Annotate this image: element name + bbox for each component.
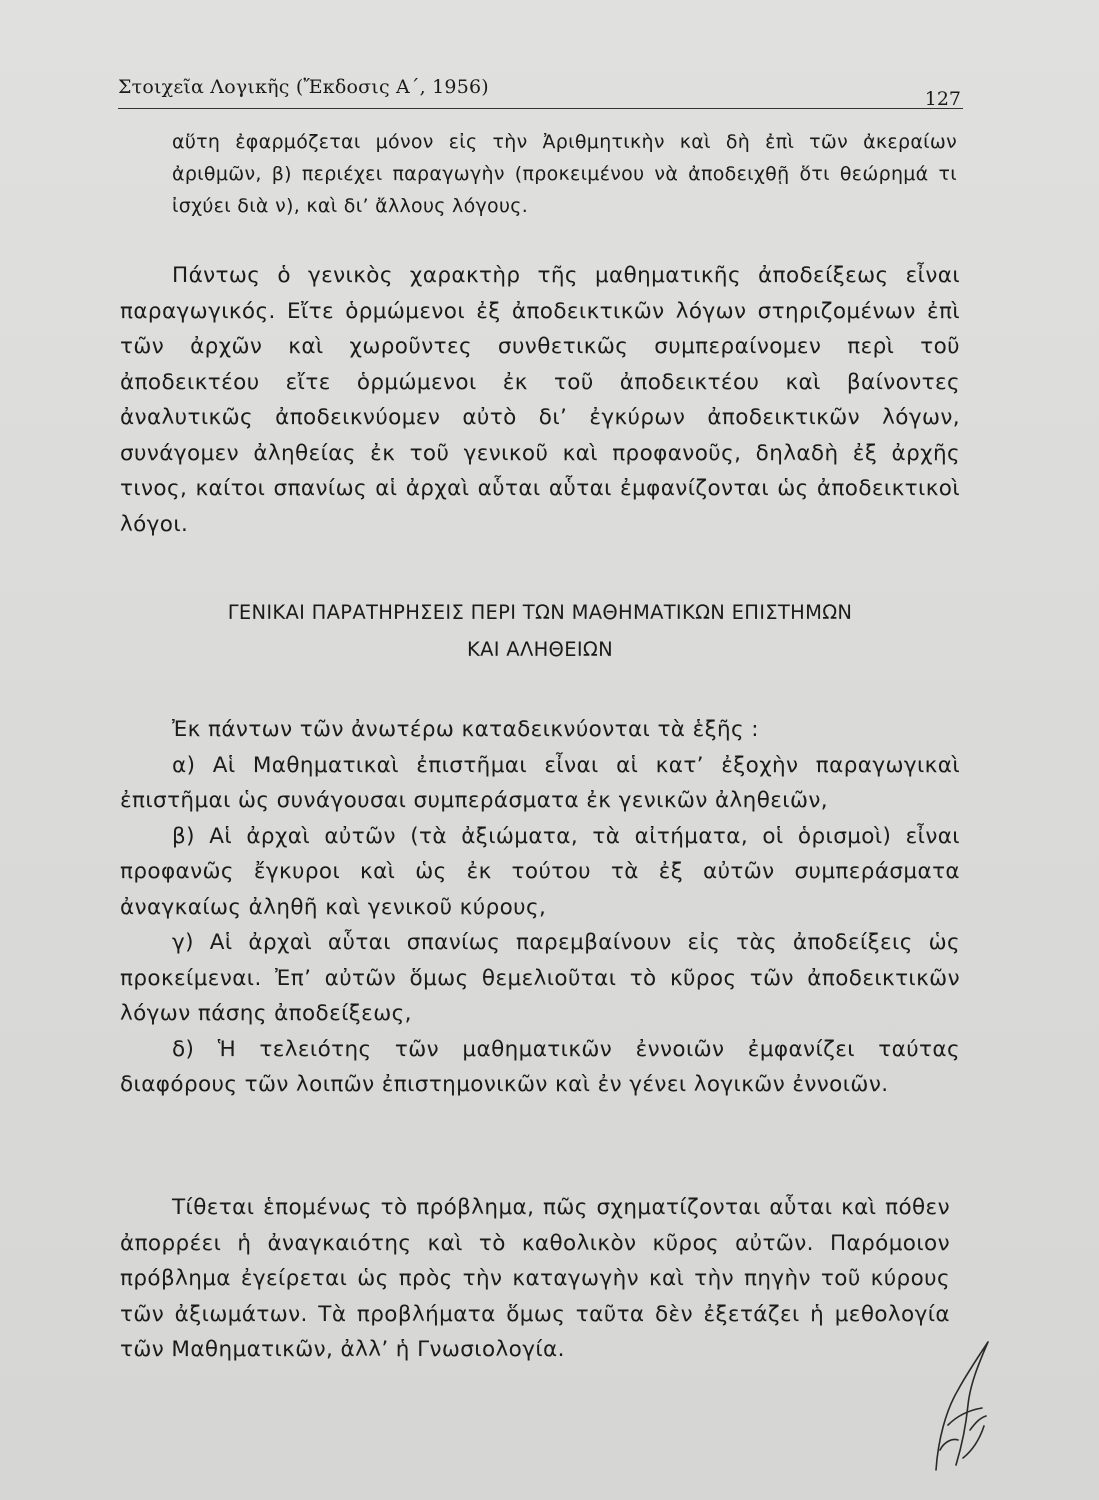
list-item-beta: β) Αἱ ἀρχαὶ αὐτῶν (τὰ ἀξιώματα, τὰ αἰτήματα, οἱ ὁρισμοὶ) εἶναι προφανῶς ἔγκυροι καὶ ὡς ἐκ τούτου τὰ ἐξ αὐτῶν συμπεράσματα ἀναγκαίως ἀληθῆ καὶ γενικοῦ κύρους,	[120, 823, 960, 920]
running-header	[118, 76, 963, 116]
list-item-delta: δ) Ἡ τελειότης τῶν μαθηματικῶν ἐννοιῶν ἐμφανίζει ταύτας διαφόρους τῶν λοιπῶν ἐπιστημονικῶν καὶ ἐν γένει λογικῶν ἐννοιῶν.	[120, 1036, 960, 1097]
final-paragraph: Τίθεται ἑπομένως τὸ πρόβλημα, πῶς σχηματίζονται αὗται καὶ πόθεν ἀπορρέει ἡ ἀναγκαιότης καὶ τὸ καθολικὸν κῦρος αὐτῶν. Παρόμοιον πρόβλημα ἐγείρεται ὡς πρὸς τὴν καταγωγὴν καὶ τὴν πηγὴν τοῦ κύρους τῶν ἀξιωμάτων. Τὰ προβλήματα ὅμως ταῦτα δὲν ἐξετάζει ἡ μεθολογία τῶν Μαθηματικῶν, ἀλλ’ ἡ Γνωσιολογία.	[120, 1195, 950, 1362]
section-heading	[120, 594, 960, 668]
book-title: Στοιχεῖα Λογικῆς (Ἔκδοσις Α΄, 1956)	[118, 76, 489, 98]
section-heading-line-1: ΓΕΝΙΚΑΙ ΠΑΡΑΤΗΡΗΣΕΙΣ ΠΕΡΙ ΤΩΝ ΜΑΘΗΜΑΤΙΚΩΝ ΕΠΙΣΤΗΜΩΝ	[227, 601, 853, 624]
handwritten-signature	[918, 1330, 998, 1480]
observations-list	[120, 712, 960, 1103]
list-item-gamma: γ) Αἱ ἀρχαὶ αὗται σπανίως παρεμβαίνουν εἰς τὰς ἀποδείξεις ὡς προκείμεναι. Ἐπ’ αὐτῶν ὅμως θεμελιοῦται τὸ κῦρος τῶν ἀποδεικτικῶν λόγων πάσης ἀποδείξεως,	[120, 930, 960, 1026]
main-paragraph: Πάντως ὁ γενικὸς χαρακτὴρ τῆς μαθηματικῆς ἀποδείξεως εἶναι παραγωγικός. Εἴτε ὁρμώμενοι ἐξ ἀποδεικτικῶν λόγων στηριζομένων ἐπὶ τῶν ἀρχῶν καὶ χωροῦντες συνθετικῶς συμπεραίνομεν περὶ τοῦ ἀποδεικτέου εἴτε ὁρμώμενοι ἐκ τοῦ ἀποδεικτέου καὶ βαίνοντες ἀναλυτικῶς ἀποδεικνύομεν αὐτὸ δι’ ἐγκύρων ἀποδεικτικῶν λόγων, συνάγομεν ἀληθείας ἐκ τοῦ γενικοῦ καὶ προφανοῦς, δηλαδὴ ἐξ ἀρχῆς τινος, καίτοι σπανίως αἱ ἀρχαὶ αὗται αὗται ἐμφανίζονται ὡς ἀποδεικτικοὶ λόγοι.	[120, 263, 960, 537]
list-item-alpha: α) Αἱ Μαθηματικαὶ ἐπιστῆμαι εἶναι αἱ κατ’ ἐξοχὴν παραγωγικαὶ ἐπιστῆμαι ὡς συνάγουσαι συμπεράσματα ἐκ γενικῶν ἀληθειῶν,	[120, 752, 960, 813]
intro-paragraph: αὕτη ἐφαρμόζεται μόνον εἰς τὴν Ἀριθμητικὴν καὶ δὴ ἐπὶ τῶν ἀκεραίων ἀριθμῶν, β) περιέχει παραγωγὴν (προκειμένου νὰ ἀποδειχθῇ ὅτι θεώρημά τι ἰσχύει διὰ ν), καὶ δι’ ἄλλους λόγους.	[172, 131, 957, 217]
list-intro: Ἐκ πάντων τῶν ἀνωτέρω καταδεικνύονται τὰ ἑξῆς :	[172, 717, 759, 742]
page-number: 127	[924, 88, 961, 110]
signature-stroke	[936, 1342, 988, 1470]
header-rule	[118, 108, 963, 109]
section-heading-line-2: ΚΑΙ ΑΛΗΘΕΙΩΝ	[467, 638, 613, 661]
